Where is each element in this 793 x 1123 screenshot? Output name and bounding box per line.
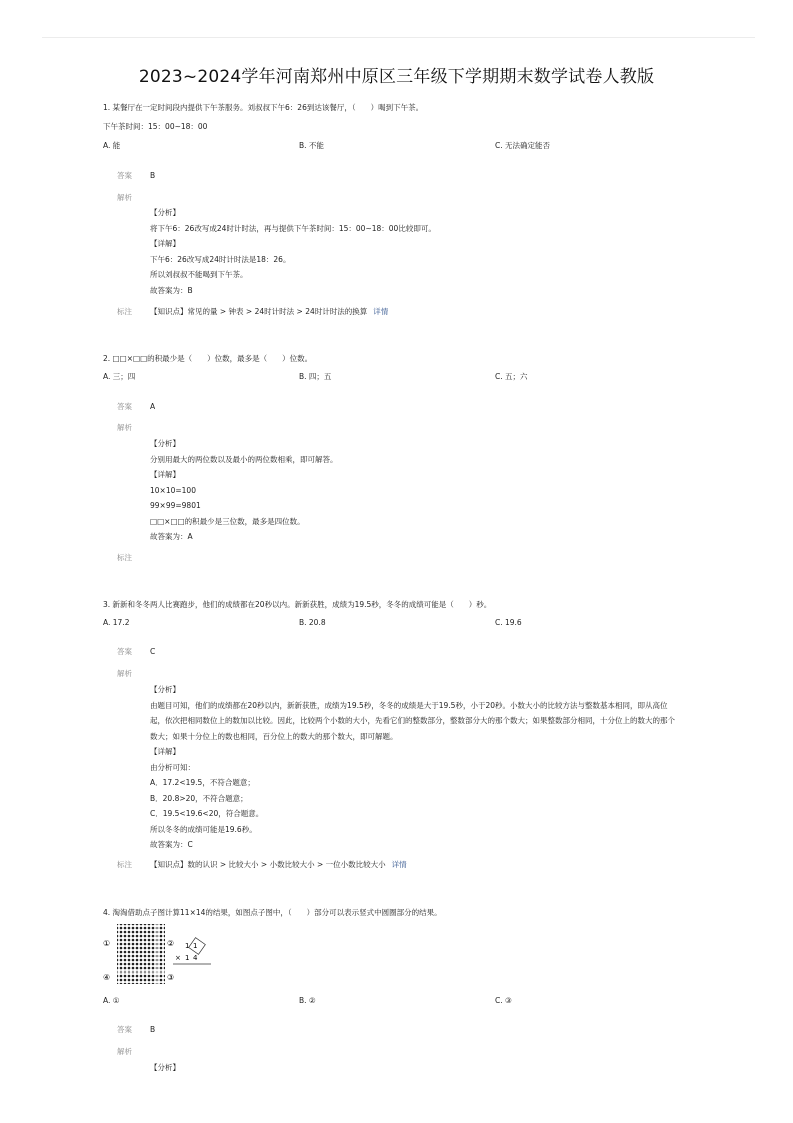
q3-analysis-line: B．20.8>20，不符合题意；	[150, 793, 248, 803]
q4-option-c[interactable]: C. ③	[495, 996, 512, 1005]
q2-analysis	[150, 436, 680, 545]
q1-analysis-line: 下午6：26改写成24时计时法是18：26。	[150, 254, 291, 264]
q3-tags	[150, 859, 407, 870]
q2-analysis-line: 【详解】	[150, 470, 180, 479]
q1-tags-text: 【知识点】常见的量 > 钟表 > 24时计时法 > 24时计时法的换算	[150, 307, 368, 316]
region-label-3: ③	[167, 973, 175, 982]
q4-answer: B	[150, 1025, 156, 1034]
q3-analysis	[150, 682, 680, 853]
q1-answer: B	[150, 171, 156, 180]
q4-option-a[interactable]: A. ①	[103, 996, 120, 1005]
q2-answer-label: 答案	[117, 402, 132, 411]
region-label-2: ②	[167, 939, 175, 948]
q4-stem: 4. 淘淘借助点子图计算11×14的结果，如图点子图中，（ ）部分可以表示竖式中圆圈部分的结果。	[103, 908, 442, 917]
q1-analysis-label: 解析	[117, 193, 132, 202]
q3-analysis-line: 【详解】	[150, 747, 180, 756]
vertical-calc-digit: 1	[185, 942, 190, 950]
q3-answer: C	[150, 647, 156, 656]
q3-answer-label: 答案	[117, 647, 132, 656]
dot-grid-figure	[103, 922, 223, 986]
q1-analysis-line: 【分析】	[150, 208, 180, 217]
q1-answer-label: 答案	[117, 171, 132, 180]
q2-tags-label: 标注	[117, 553, 132, 562]
q1-tags	[150, 306, 388, 317]
q1-analysis	[150, 205, 680, 298]
q2-analysis-line: 故答案为：A	[150, 532, 193, 541]
dot-grid	[117, 924, 165, 984]
q3-analysis-line: C．19.5<19.6<20，符合题意。	[150, 809, 264, 818]
q2-option-b[interactable]: B. 四；五	[299, 372, 332, 381]
vertical-calc-digit: 1	[185, 954, 190, 962]
q3-analysis-label: 解析	[117, 669, 132, 678]
q4-analysis-line: 【分析】	[150, 1063, 180, 1072]
q2-answer: A	[150, 402, 156, 411]
q3-detail-link[interactable]: 详情	[391, 860, 407, 869]
q3-stem: 3. 新新和冬冬两人比赛跑步，他们的成绩都在20秒以内。新新获胜，成绩为19.5秒，冬冬的成绩可能是（ ）秒。	[103, 600, 492, 609]
q3-analysis-line: 所以冬冬的成绩可能是19.6秒。	[150, 824, 257, 834]
q1-analysis-line: 故答案为：B	[150, 285, 193, 295]
region-label-4: ④	[103, 973, 111, 982]
q3-analysis-line: 【分析】	[150, 685, 180, 694]
q2-analysis-line: 10×10=100	[150, 485, 196, 495]
q2-analysis-line: 分别用最大的两位数以及最小的两位数相乘，即可解答。	[150, 454, 338, 464]
region-label-1: ①	[103, 939, 111, 948]
q2-analysis-label: 解析	[117, 423, 132, 432]
q1-tags-label: 标注	[117, 307, 132, 316]
page-title: 2023~2024学年河南郑州中原区三年级下学期期末数学试卷人教版	[138, 67, 655, 87]
vertical-calc-times: ×	[175, 954, 181, 962]
q4-analysis	[150, 1060, 680, 1076]
q3-analysis-line: A．17.2<19.5，不符合题意；	[150, 778, 255, 787]
vertical-calc-digit: 4	[193, 954, 198, 962]
q1-detail-link[interactable]: 详情	[373, 307, 389, 316]
q3-analysis-line: 由分析可知：	[150, 762, 195, 772]
q2-stem: 2. □□×□□的积最少是（ ）位数，最多是（ ）位数。	[103, 354, 313, 363]
q2-option-c[interactable]: C. 五；六	[495, 372, 528, 381]
q4-analysis-label: 解析	[117, 1047, 132, 1056]
q3-option-c[interactable]: C. 19.6	[495, 618, 522, 627]
q3-option-b[interactable]: B. 20.8	[299, 618, 326, 627]
q1-stem: 1. 某餐厅在一定时间段内提供下午茶服务。刘叔叔下午6：26到达该餐厅，（ ）喝到下午茶。	[103, 103, 424, 112]
vertical-calc-digit: 1	[193, 942, 198, 950]
q4-option-b[interactable]: B. ②	[299, 996, 316, 1005]
q1-analysis-line: 【详解】	[150, 239, 180, 248]
q3-option-a[interactable]: A. 17.2	[103, 618, 130, 627]
q3-tags-label: 标注	[117, 860, 132, 869]
q1-analysis-line: 所以刘叔叔不能喝到下午茶。	[150, 270, 248, 279]
q1-option-b[interactable]: B. 不能	[299, 141, 324, 150]
q1-extra: 下午茶时间：15：00~18：00	[103, 122, 208, 131]
q4-answer-label: 答案	[117, 1025, 132, 1034]
q2-option-a[interactable]: A. 三；四	[103, 372, 136, 381]
q1-option-a[interactable]: A. 能	[103, 141, 121, 150]
q2-analysis-line: 99×99=9801	[150, 501, 201, 510]
q3-tags-text: 【知识点】数的认识 > 比较大小 > 小数比较大小 > 一位小数比较大小	[150, 860, 386, 869]
q2-analysis-line: 【分析】	[150, 439, 180, 448]
q3-analysis-line: 故答案为：C	[150, 840, 193, 849]
q2-analysis-line: □□×□□的积最少是三位数，最多是四位数。	[150, 516, 305, 526]
header-divider	[42, 37, 755, 38]
q1-option-c[interactable]: C. 无法确定能否	[495, 141, 551, 150]
q3-analysis-line: 由题目可知，他们的成绩都在20秒以内，新新获胜，成绩为19.5秒，冬冬的成绩是大于19.5秒，小于20秒。小数大小的比较方法与整数基本相同，即从高位起，依次把相同数位上的数加以比较。因此，比较两个小数的大小，先看它们的整数部分，整数部分大的那个数大；如果整数部分相同，十分位上的数大的那个数大；如果十分位上的数也相同，百分位上的数大的那个数大，即可解题。	[150, 700, 675, 741]
q1-analysis-line: 将下午6：26改写成24时计时法，再与提供下午茶时间：15：00~18：00比较即可。	[150, 223, 436, 233]
